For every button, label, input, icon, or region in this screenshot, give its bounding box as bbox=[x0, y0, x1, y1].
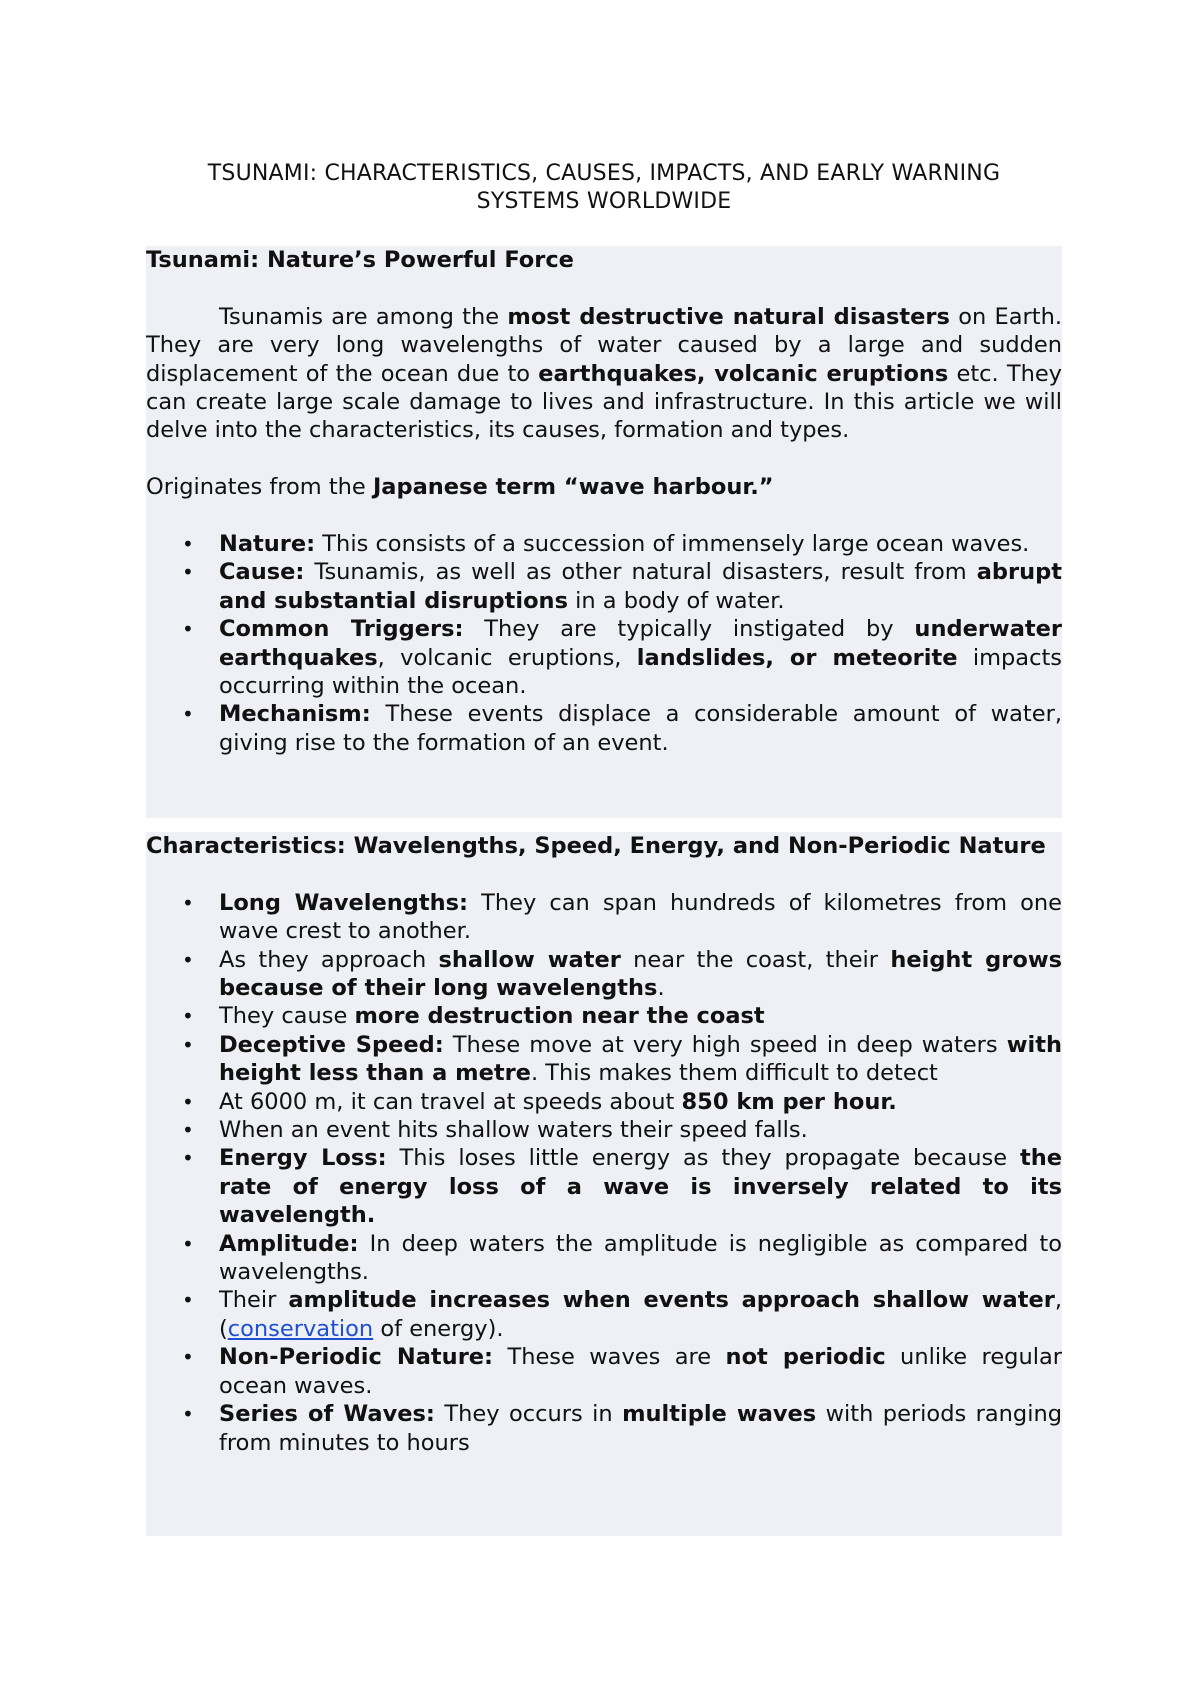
list-item-cause: • Cause: Tsunamis, as well as other natural disasters, result from abrupt and substantial disruptions in a body of water. bbox=[146, 558, 1062, 615]
list-item-speed: • Deceptive Speed: These move at very high speed in deep waters with height less than a metre. This makes them difficult to detect bbox=[146, 1031, 1062, 1088]
section-heading: Tsunami: Nature’s Powerful Force bbox=[146, 247, 574, 273]
list-item-shallow-water: • As they approach shallow water near the coast, their height grows because of their long wavelengths. bbox=[146, 946, 1062, 1003]
document-title bbox=[146, 160, 1062, 216]
list-item-amplitude-increase: • Their amplitude increases when events approach shallow water, (conservation of energy). bbox=[146, 1286, 1062, 1343]
characteristics-list bbox=[146, 889, 1062, 1457]
list-item-series: • Series of Waves: They occurs in multiple waves with periods ranging from minutes to hours bbox=[146, 1400, 1062, 1457]
list-item-destruction: • They cause more destruction near the coast bbox=[146, 1002, 1062, 1030]
list-item-nature: • Nature: This consists of a succession of immensely large ocean waves. bbox=[146, 530, 1062, 558]
list-item-energy-loss: • Energy Loss: This loses little energy as they propagate because the rate of energy loss of a wave is inversely related to its wavelength. bbox=[146, 1144, 1062, 1229]
list-item-depth-speed: • At 6000 m, it can travel at speeds about 850 km per hour. bbox=[146, 1088, 1062, 1116]
list-item-speed-falls: • When an event hits shallow waters their speed falls. bbox=[146, 1116, 1062, 1144]
list-item-non-periodic: • Non-Periodic Nature: These waves are not periodic unlike regular ocean waves. bbox=[146, 1343, 1062, 1400]
intro-paragraph: Tsunamis are among the most destructive natural disasters on Earth. They are very long wavelengths of water caused by a large and sudden displacement of the ocean due to earthquakes, volcanic eruptions etc. They can create large scale damage to lives and infrastructure. In this article we will delve into the characteristics, its causes, formation and types. bbox=[146, 303, 1062, 444]
section-natures-force bbox=[146, 246, 1062, 818]
list-item-amplitude: • Amplitude: In deep waters the amplitude is negligible as compared to wavelengths. bbox=[146, 1230, 1062, 1287]
list-item-mechanism: • Mechanism: These events displace a considerable amount of water, giving rise to the formation of an event. bbox=[146, 700, 1062, 757]
title-line-2: SYSTEMS WORLDWIDE bbox=[476, 189, 732, 214]
list-item-wavelengths: • Long Wavelengths: They can span hundreds of kilometres from one wave crest to another. bbox=[146, 889, 1062, 946]
list-item-triggers: • Common Triggers: They are typically instigated by underwater earthquakes, volcanic eruptions, landslides, or meteorite impacts occurring within the ocean. bbox=[146, 615, 1062, 700]
title-line-1: TSUNAMI: CHARACTERISTICS, CAUSES, IMPACTS, AND EARLY WARNING bbox=[207, 161, 1001, 186]
conservation-link[interactable]: conservation bbox=[227, 1315, 374, 1342]
section-heading: Characteristics: Wavelengths, Speed, Energy, and Non-Periodic Nature bbox=[146, 833, 1046, 859]
section-characteristics bbox=[146, 832, 1062, 1536]
origin-paragraph: Originates from the Japanese term “wave harbour.” bbox=[146, 474, 774, 501]
overview-list bbox=[146, 530, 1062, 757]
